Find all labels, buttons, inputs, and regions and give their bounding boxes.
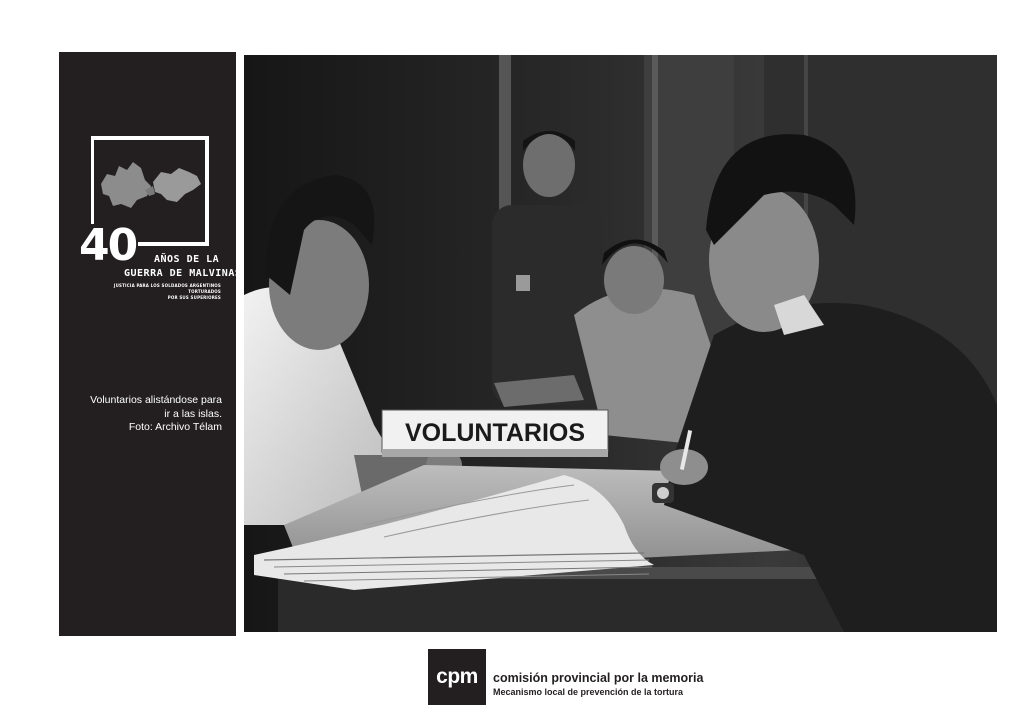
caption-line2: ir a las islas. [164,407,222,420]
logo-title-line2: GUERRA DE MALVINAS [124,268,242,279]
logo-subtitle-line1: JUSTICIA PARA LOS SOLDADOS ARGENTINOS TORTURADOS [113,283,221,294]
logo-title-line1: AÑOS DE LA [154,254,220,265]
organization-subtitle: Mecanismo local de prevención de la tortura [493,687,684,697]
malvinas-map-icon [97,146,205,216]
sign-text: VOLUNTARIOS [404,419,586,447]
archive-photo [244,55,997,632]
side-panel [59,52,242,636]
anniversary-logo [79,136,242,300]
cpm-logo: cpm [428,649,486,705]
logo-subtitle-line2: POR SUS SUPERIORES [167,295,221,300]
organization-name: comisión provincial por la memoria [493,671,704,685]
caption-line3: Foto: Archivo Télam [128,421,222,433]
logo-number: 40 [79,220,137,271]
logo-subtitle [101,283,221,301]
photo-caption [90,394,222,435]
photo-scene [244,55,997,632]
caption-line1: Voluntarios alistándose para [90,394,222,406]
